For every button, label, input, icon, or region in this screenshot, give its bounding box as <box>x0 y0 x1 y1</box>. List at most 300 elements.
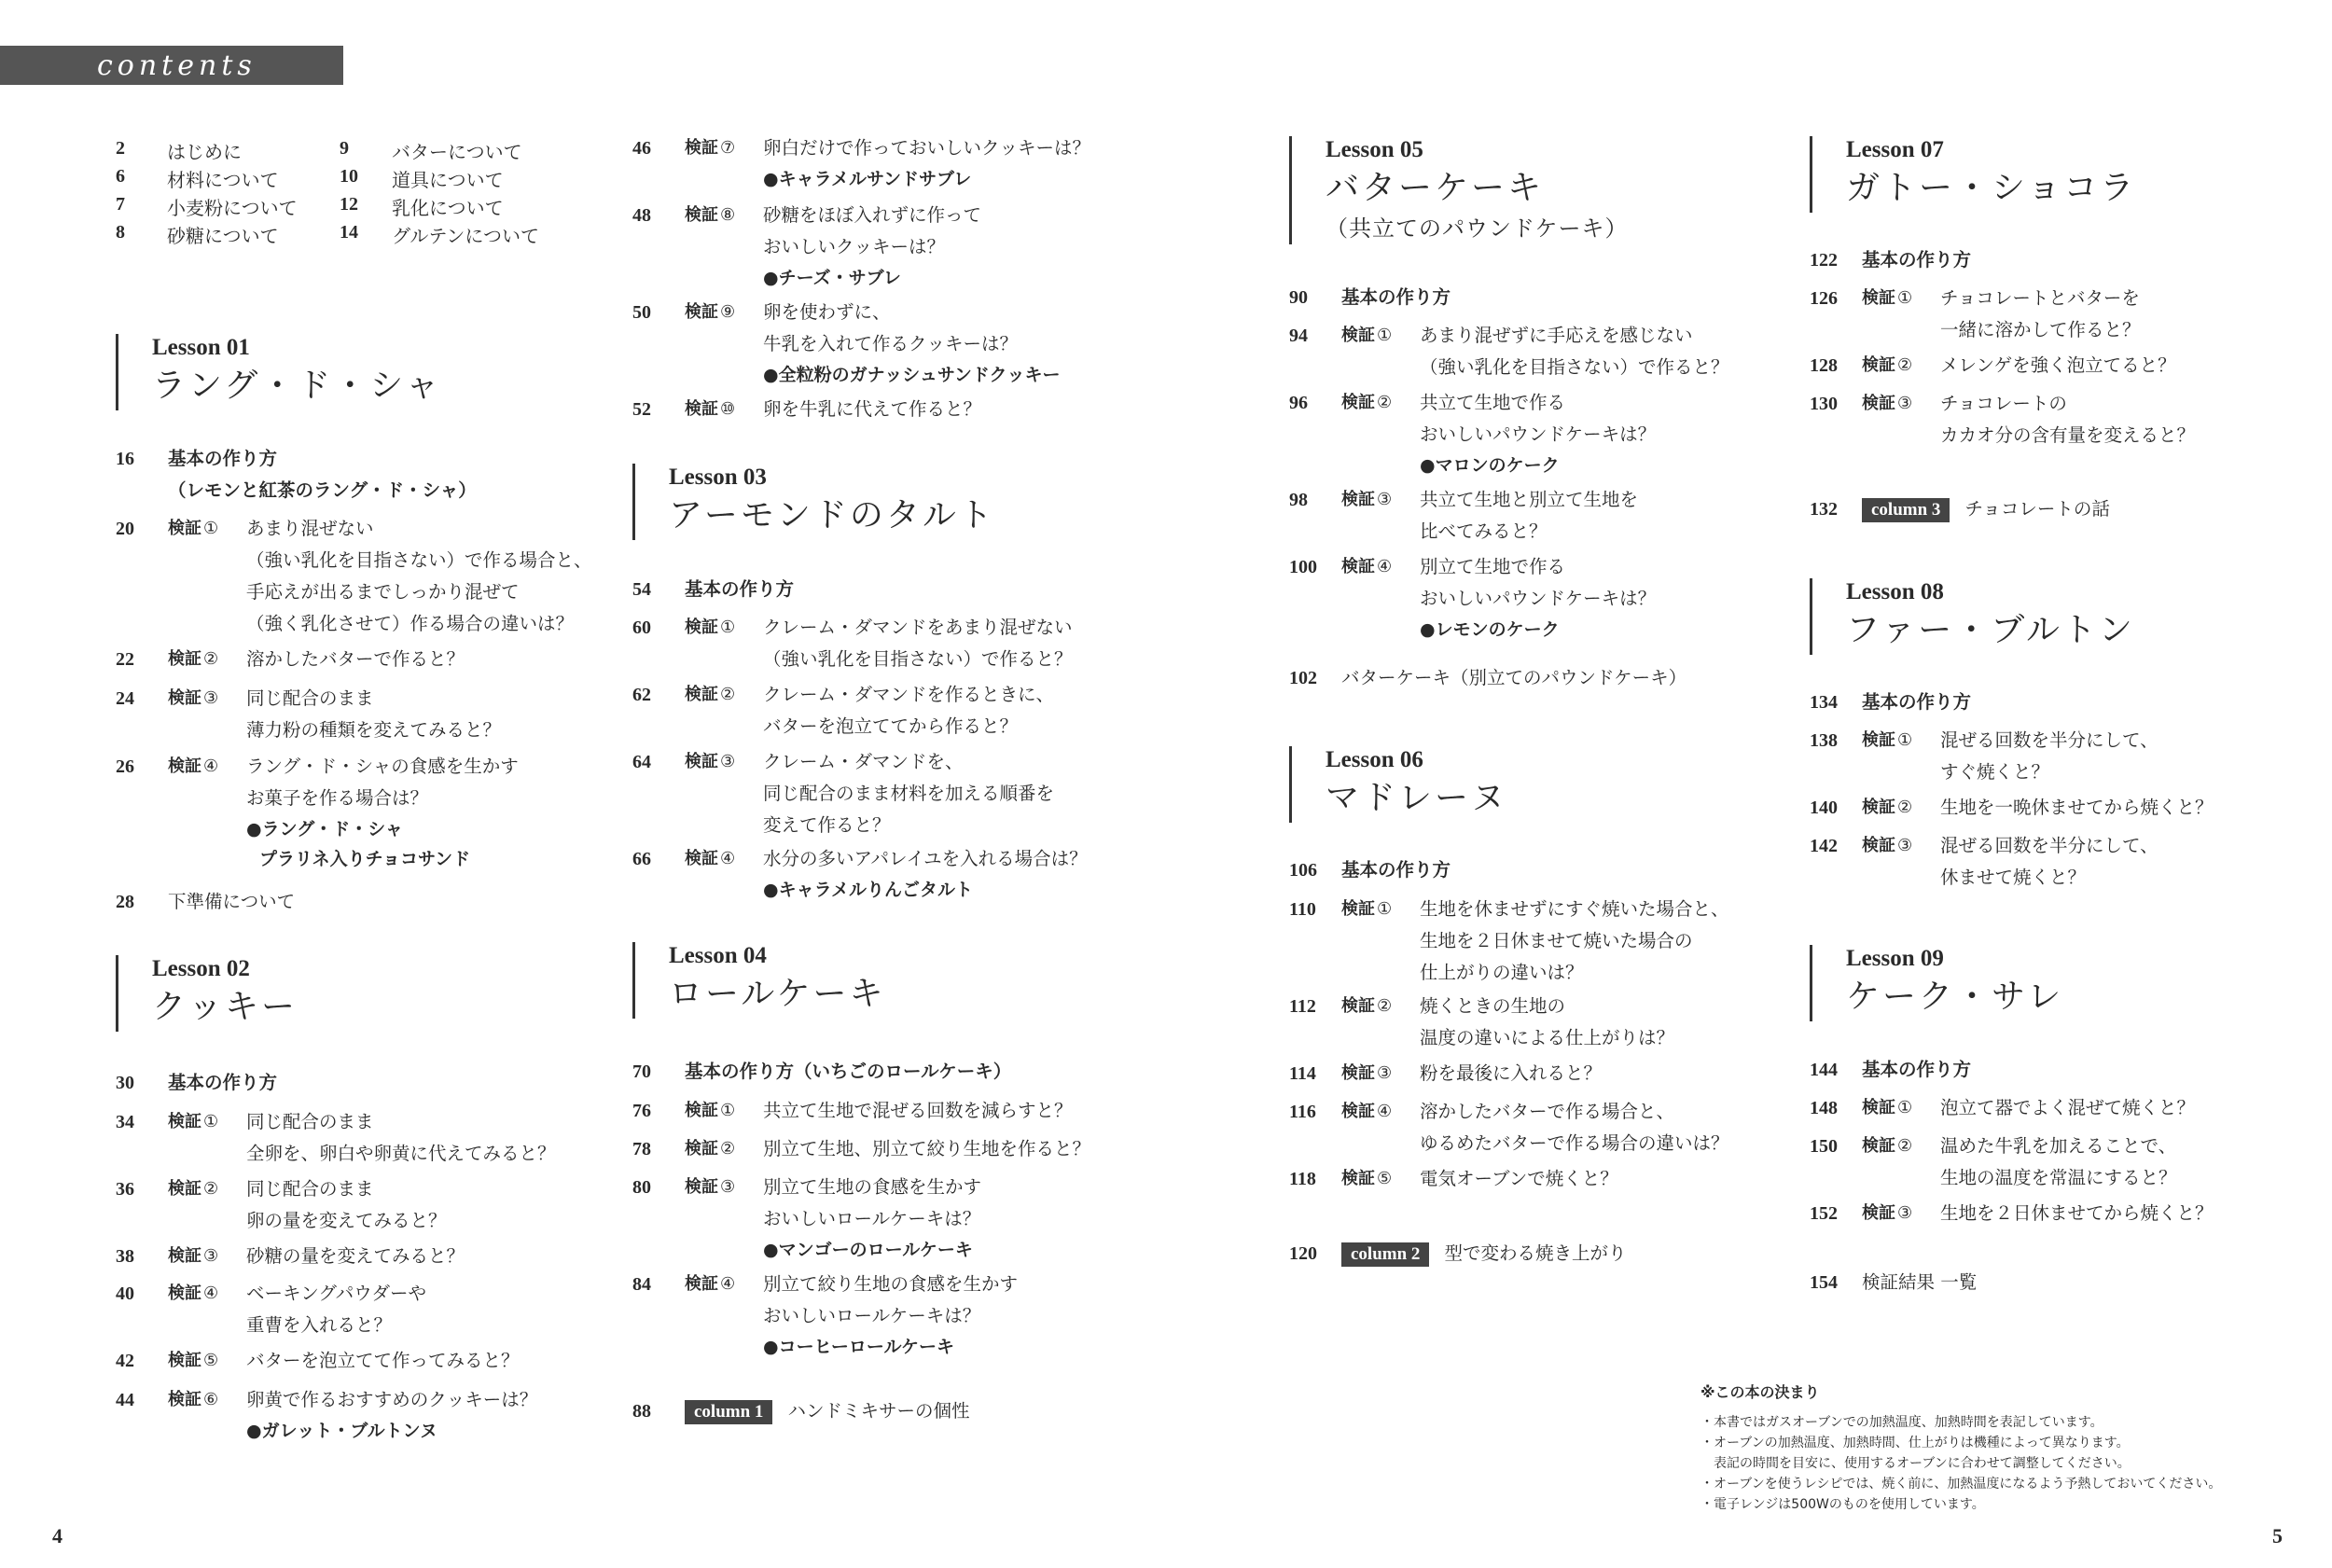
kensho-label: 検証 <box>685 1274 718 1294</box>
lesson-number: Lesson 01 <box>152 335 250 360</box>
page-number: 76 <box>632 1101 651 1121</box>
entry-body <box>1420 1058 1602 1089</box>
entry-line: 生地を２日休ませてから焼くと？ <box>1940 1202 2214 1224</box>
page-number: 138 <box>1810 730 1838 751</box>
rules-line: ・オーブンの加熱温度、加熱時間、仕上がりは機種によって異なります。 <box>1700 1436 2130 1450</box>
entry-body <box>246 644 465 675</box>
entry-body <box>1420 991 1674 1054</box>
test-number: ③ <box>1377 1063 1393 1083</box>
entry-line: 一緒に溶かして作ると？ <box>1940 319 2141 340</box>
recipe-bullet: ●コーヒーロールケーキ <box>763 1337 955 1357</box>
lesson-number: Lesson 08 <box>1846 579 1944 604</box>
recipe-bullet: ●全粒粉のガナッシュサンドクッキー <box>763 365 1061 385</box>
page-number: 116 <box>1289 1102 1316 1122</box>
intro-page: 14 <box>340 222 358 243</box>
entry-body <box>246 683 501 746</box>
rules-line: ・電子レンジは500Wのものを使用しています。 <box>1700 1497 1985 1512</box>
page-number: 28 <box>116 892 134 912</box>
entry-body <box>1940 388 2195 451</box>
page-number: 66 <box>632 849 651 869</box>
kensho-label: 検証 <box>685 399 718 419</box>
entry-line: ゆるめたバターで作る場合の違いは？ <box>1420 1132 1729 1154</box>
test-number: ④ <box>720 849 736 868</box>
entry-body <box>1940 350 2176 382</box>
kensho-label: 検証 <box>1862 798 1895 817</box>
page-number: 114 <box>1289 1063 1316 1084</box>
kensho-label: 検証 <box>1341 899 1375 919</box>
page-number: 26 <box>116 756 134 777</box>
page-number: 60 <box>632 617 651 638</box>
test-label <box>1862 1131 1912 1162</box>
test-label <box>168 1106 218 1138</box>
lesson-03-heading <box>632 464 995 540</box>
test-number: ⑩ <box>720 399 736 419</box>
kensho-label: 検証 <box>685 752 718 771</box>
test-number: ① <box>720 617 736 637</box>
intro-page: 2 <box>116 138 125 159</box>
entry-line: 共立て生地で作る <box>1420 392 1566 413</box>
page-number: 120 <box>1289 1243 1317 1264</box>
entry-line: 砂糖をほぼ入れずに作って <box>763 204 982 226</box>
entry-body <box>246 1173 447 1237</box>
entry-line: カカオ分の含有量を変えると？ <box>1940 424 2196 446</box>
test-number: ② <box>1897 1136 1913 1156</box>
page-number: 132 <box>1810 499 1838 520</box>
entry-body <box>1940 283 2141 346</box>
page-number: 148 <box>1810 1098 1838 1118</box>
entry-body <box>1940 792 2214 824</box>
test-label <box>168 1241 218 1272</box>
kensho-label: 検証 <box>168 1351 201 1370</box>
kensho-label: 検証 <box>1341 557 1375 576</box>
lesson-09-heading <box>1810 945 2063 1021</box>
intro-row <box>116 164 582 192</box>
lesson-title[interactable]: ケーク・サレ <box>1846 978 2064 1016</box>
kensho-label: 検証 <box>1341 393 1375 412</box>
kensho-label: 検証 <box>1341 1063 1375 1083</box>
rules-line: ・オーブンを使うレシピでは、焼く前に、加熱温度になるよう予熱しておいてください。 <box>1700 1477 2222 1492</box>
basic-label: 基本の作り方 <box>1862 249 1972 271</box>
page-number: 96 <box>1289 393 1308 413</box>
kensho-label: 検証 <box>168 756 201 776</box>
test-number: ② <box>1377 393 1393 412</box>
test-label <box>1862 388 1912 420</box>
lesson-title[interactable]: バターケーキ <box>1326 169 1545 207</box>
entry-body <box>763 1095 1073 1127</box>
page-number: 154 <box>1810 1272 1838 1293</box>
entry-line: （強く乳化させて）作る場合の違いは？ <box>246 613 575 634</box>
lesson-title[interactable]: クッキー <box>152 988 298 1026</box>
entry-body <box>1420 387 1656 480</box>
test-label <box>1862 1092 1912 1124</box>
kensho-label: 検証 <box>168 519 201 538</box>
test-label <box>168 644 218 675</box>
test-number: ④ <box>1377 557 1393 576</box>
entry-line: おいしいパウンドケーキは？ <box>1420 423 1657 445</box>
entry-line: 仕上がりの違いは？ <box>1420 962 1584 983</box>
entry-body <box>246 1345 520 1377</box>
entry-body <box>685 1395 969 1427</box>
kensho-label: 検証 <box>685 685 718 704</box>
rules-heading: ※この本の決まり <box>1700 1383 1820 1401</box>
intro-title[interactable]: 小麦粉について <box>167 197 298 219</box>
page-number: 150 <box>1810 1136 1838 1157</box>
intro-title[interactable]: バターについて <box>392 141 522 163</box>
intro-row <box>116 220 582 248</box>
test-number: ③ <box>1897 836 1913 855</box>
page-number: 140 <box>1810 798 1838 818</box>
lesson-number: Lesson 06 <box>1326 747 1423 772</box>
intro-row <box>116 192 582 220</box>
entry-line: 卵を牛乳に代えて作ると？ <box>763 398 982 420</box>
kensho-label: 検証 <box>1862 1203 1895 1223</box>
entry-body <box>168 886 295 918</box>
kensho-label: 検証 <box>685 849 718 868</box>
test-number: ② <box>1897 798 1913 817</box>
test-label <box>1862 725 1912 756</box>
page-number: 46 <box>632 138 651 159</box>
entry-line: 卵黄で作るおすすめのクッキーは？ <box>246 1389 538 1410</box>
lesson-08-heading <box>1810 578 2135 655</box>
entry-line: 卵を使わずに、 <box>763 301 891 323</box>
entry-body <box>1341 1238 1626 1270</box>
page-number: 90 <box>1289 287 1308 308</box>
entry-line: ラング・ド・シャの食感を生かす <box>246 756 519 777</box>
page-number: 42 <box>116 1351 134 1371</box>
intro-title[interactable]: はじめに <box>167 141 242 163</box>
rules-line: ・本書ではガスオーブンでの加熱温度、加熱時間を表記しています。 <box>1700 1415 2103 1430</box>
entry-line: おいしいパウンドケーキは？ <box>1420 588 1657 609</box>
entry-line: 同じ配合のまま <box>246 687 374 709</box>
lesson-number: Lesson 07 <box>1846 137 1944 162</box>
entry-body <box>1940 1198 2214 1229</box>
entry-body <box>1862 493 2110 525</box>
entry-line: 薄力粉の種類を変えてみると？ <box>246 719 502 741</box>
test-label <box>685 746 735 778</box>
lesson-04-heading <box>632 942 886 1019</box>
column-title: ハンドミキサーの個性 <box>787 1400 970 1422</box>
basic-label: 基本の作り方 <box>1862 691 1972 713</box>
entry-body <box>1420 484 1638 548</box>
test-number: ② <box>203 1179 219 1199</box>
page-number: 152 <box>1810 1203 1838 1224</box>
intro-page: 10 <box>340 166 358 187</box>
test-label <box>1862 350 1912 382</box>
page-number: 122 <box>1810 250 1838 271</box>
entry-line: 重曹を入れると？ <box>246 1314 393 1336</box>
test-number: ③ <box>1377 490 1393 509</box>
entry-line: 下準備について <box>168 891 296 912</box>
page-number: 134 <box>1810 692 1838 713</box>
entry-line: 牛乳を入れて作るクッキーは？ <box>763 333 1019 354</box>
entry-line: 卵白だけで作っておいしいクッキーは？ <box>763 137 1091 159</box>
kensho-label: 検証 <box>1862 394 1895 413</box>
kensho-label: 検証 <box>685 1139 718 1159</box>
test-label <box>168 683 218 715</box>
intro-title[interactable]: 砂糖について <box>167 225 279 247</box>
kensho-label: 検証 <box>1341 326 1375 345</box>
entry-line: お菓子を作る場合は？ <box>246 787 429 809</box>
page-number: 36 <box>116 1179 134 1200</box>
entry-body <box>763 200 981 293</box>
entry-line: 生地を２日休ませて焼いた場合の <box>1420 930 1693 951</box>
test-number: ① <box>203 519 219 538</box>
page-number: 48 <box>632 205 651 226</box>
test-label <box>685 679 735 711</box>
test-label <box>685 394 735 425</box>
entry-line: ベーキングパウダーや <box>246 1283 427 1304</box>
lesson-title[interactable]: マドレーヌ <box>1326 779 1508 817</box>
intro-page: 7 <box>116 194 125 215</box>
column-title: チョコレートの話 <box>1964 498 2110 520</box>
kensho-label: 検証 <box>685 1177 718 1197</box>
intro-title[interactable]: グルテンについて <box>392 225 539 247</box>
page-number: 52 <box>632 399 651 420</box>
test-number: ⑧ <box>720 205 736 225</box>
page-number: 34 <box>116 1112 134 1132</box>
entry-body <box>1862 244 1971 276</box>
entry-line: 休ませて焼くと？ <box>1940 867 2087 888</box>
test-label <box>685 1172 735 1203</box>
basic-label: 基本の作り方 <box>1862 1059 1972 1080</box>
intro-page: 8 <box>116 222 125 243</box>
page-number: 144 <box>1810 1060 1838 1080</box>
recipe-bullet: ●マロンのケーク <box>1420 455 1560 476</box>
kensho-label: 検証 <box>168 688 201 708</box>
test-number: ① <box>1897 288 1913 308</box>
entry-body <box>763 1133 1090 1165</box>
entry-line: クレーム・ダマンドをあまり混ぜない <box>763 617 1073 638</box>
test-number: ② <box>203 649 219 669</box>
test-number: ⑤ <box>1377 1169 1393 1188</box>
entry-body <box>1341 662 1687 694</box>
entry-line: 泡立て器でよく混ぜて焼くと？ <box>1940 1097 2196 1118</box>
entry-line: クレーム・ダマンドを作るときに、 <box>763 684 1055 705</box>
entry-body <box>168 443 477 506</box>
test-number: ③ <box>1897 394 1913 413</box>
page-number: 84 <box>632 1274 651 1295</box>
entry-body <box>763 612 1073 675</box>
page-number: 130 <box>1810 394 1838 414</box>
intro-page: 6 <box>116 166 125 187</box>
page-number: 54 <box>632 579 651 600</box>
entry-line: （強い乳化を目指さない）で作ると？ <box>763 648 1073 670</box>
recipe-bullet: ●ラング・ド・シャ <box>246 819 403 840</box>
test-label <box>685 200 735 231</box>
test-label <box>685 612 735 644</box>
entry-line: 同じ配合のまま材料を加える順番を <box>763 783 1055 804</box>
test-number: ① <box>1897 730 1913 750</box>
entry-line: 卵の量を変えてみると？ <box>246 1210 447 1231</box>
entry-line: 共立て生地と別立て生地を <box>1420 489 1639 510</box>
intro-title[interactable]: 乳化について <box>392 197 504 219</box>
test-number: ② <box>1897 355 1913 375</box>
entry-body <box>246 1278 426 1341</box>
lesson-number: Lesson 02 <box>152 956 250 981</box>
entry-line: 同じ配合のまま <box>246 1178 374 1200</box>
recipe-bullet: ●キャラメルサンドサブレ <box>763 169 972 189</box>
entry-line: 溶かしたバターで作る場合と、 <box>1420 1101 1675 1122</box>
test-label <box>1862 792 1912 824</box>
basic-label: 基本の作り方 <box>1341 859 1451 881</box>
column-badge: column 2 <box>1341 1242 1429 1267</box>
page-number: 94 <box>1289 326 1308 346</box>
page-number: 112 <box>1289 996 1316 1017</box>
entry-body <box>246 1384 537 1446</box>
page-number: 110 <box>1289 899 1316 920</box>
entry-body <box>1862 1267 1977 1298</box>
page-number: 126 <box>1810 288 1838 309</box>
page-number: 40 <box>116 1284 134 1304</box>
entry-body <box>1420 1163 1618 1195</box>
entry-body <box>1940 1092 2195 1124</box>
test-number: ② <box>1377 996 1393 1016</box>
lesson-number: Lesson 09 <box>1846 946 1944 971</box>
page-number: 38 <box>116 1246 134 1267</box>
entry-line: 共立て生地で混ぜる回数を減らすと？ <box>763 1100 1073 1121</box>
column-title: 型で変わる焼き上がり <box>1444 1242 1627 1264</box>
test-number: ② <box>720 1139 736 1159</box>
entry-line: 混ぜる回数を半分にして、 <box>1940 835 2158 856</box>
lesson-title[interactable]: ファー・ブルトン <box>1846 611 2135 649</box>
kensho-label: 検証 <box>1341 1102 1375 1121</box>
entry-line: 比べてみると？ <box>1420 520 1548 542</box>
entry-line: チョコレートの <box>1940 393 2067 414</box>
kensho-label: 検証 <box>168 1284 201 1303</box>
column-badge: column 1 <box>685 1400 772 1424</box>
basic-sub: （レモンと紅茶のラング・ド・シャ） <box>168 479 477 501</box>
lesson-title[interactable]: アーモンドのタルト <box>669 496 995 534</box>
test-label <box>1341 894 1392 925</box>
test-label <box>685 132 735 164</box>
kensho-label: 検証 <box>1862 1136 1895 1156</box>
page-number: 98 <box>1289 490 1308 510</box>
entry-body <box>1862 1054 1971 1086</box>
page-number: 24 <box>116 688 134 709</box>
page-number: 22 <box>116 649 134 670</box>
kensho-label: 検証 <box>1862 1098 1895 1117</box>
test-label <box>168 1173 218 1205</box>
entry-line: あまり混ぜない <box>246 518 374 539</box>
entry-body <box>1420 894 1729 989</box>
intro-page: 12 <box>340 194 358 215</box>
test-number: ① <box>203 1112 219 1131</box>
intro-title[interactable]: 道具について <box>392 169 504 191</box>
entry-body <box>763 394 981 425</box>
test-number: ④ <box>203 756 219 776</box>
entry-line: 別立て生地、別立て絞り生地を作ると？ <box>763 1138 1091 1159</box>
basic-label: 基本の作り方 <box>168 448 278 469</box>
entry-line: おいしいクッキーは？ <box>763 236 946 257</box>
entry-line: 同じ配合のまま <box>246 1111 374 1132</box>
test-number: ② <box>720 685 736 704</box>
entry-body <box>1862 687 1971 718</box>
entry-line: 水分の多いアパレイユを入れる場合は？ <box>763 848 1088 869</box>
test-label <box>685 1095 735 1127</box>
entry-line: 砂糖の量を変えてみると？ <box>246 1245 465 1267</box>
kensho-label: 検証 <box>685 205 718 225</box>
kensho-label: 検証 <box>168 1112 201 1131</box>
test-label <box>1341 1096 1392 1128</box>
entry-body <box>1420 1096 1729 1159</box>
page-number: 118 <box>1289 1169 1316 1189</box>
entry-line: すぐ焼くと？ <box>1940 761 2050 783</box>
page-number: 88 <box>632 1401 651 1422</box>
kensho-label: 検証 <box>168 1246 201 1266</box>
intro-row <box>116 136 582 164</box>
entry-line: おいしいロールケーキは？ <box>763 1208 981 1229</box>
entry-body <box>763 132 1090 194</box>
page-number: 78 <box>632 1139 651 1159</box>
test-label <box>1341 1058 1392 1089</box>
recipe-bullet: ●マンゴーのロールケーキ <box>763 1240 973 1260</box>
entry-body <box>763 1172 981 1265</box>
kensho-label: 検証 <box>1862 730 1895 750</box>
entry-line: 生地を一晩休ませてから焼くと？ <box>1940 797 2214 818</box>
contents-title: contents <box>97 49 257 82</box>
entry-body <box>763 1269 1018 1362</box>
kensho-label: 検証 <box>685 138 718 158</box>
kensho-label: 検証 <box>1341 1169 1375 1188</box>
test-number: ⑥ <box>203 1390 219 1409</box>
lesson-number: Lesson 04 <box>669 943 767 968</box>
entry-line: 別立て生地で作る <box>1420 556 1566 577</box>
entry-line: （強い乳化を目指さない）で作ると？ <box>1420 356 1729 378</box>
intro-title[interactable]: 材料について <box>167 169 279 191</box>
test-number: ⑤ <box>203 1351 219 1370</box>
page-number: 106 <box>1289 860 1317 881</box>
entry-line: 別立て絞り生地の食感を生かす <box>763 1273 1019 1295</box>
page-number: 50 <box>632 302 651 323</box>
test-label <box>1341 991 1392 1022</box>
page-number: 142 <box>1810 836 1838 856</box>
lesson-title[interactable]: ガトー・ショコラ <box>1846 169 2137 207</box>
page-number: 20 <box>116 519 134 539</box>
lesson-06-heading <box>1289 746 1507 823</box>
entry-line: あまり混ぜずに手応えを感じない <box>1420 325 1693 346</box>
kensho-label: 検証 <box>685 302 718 322</box>
page-number: 62 <box>632 685 651 705</box>
test-number: ① <box>1377 326 1393 345</box>
entry-body <box>763 297 1061 390</box>
entry-body <box>1420 551 1656 645</box>
page-number: 64 <box>632 752 651 772</box>
test-label <box>1341 1163 1392 1195</box>
test-number: ⑨ <box>720 302 736 322</box>
page-number: 102 <box>1289 668 1317 688</box>
lesson-title[interactable]: ロールケーキ <box>669 975 886 1013</box>
test-label <box>168 1384 218 1416</box>
entry-line: クレーム・ダマンドを、 <box>763 751 964 772</box>
test-number: ③ <box>203 688 219 708</box>
page-number: 100 <box>1289 557 1317 577</box>
kensho-label: 検証 <box>685 617 718 637</box>
entry-body <box>1420 320 1729 383</box>
test-label <box>1341 551 1392 583</box>
recipe-bullet: ●ガレット・ブルトンヌ <box>246 1421 437 1441</box>
entry-line: 生地を休ませずにすぐ焼いた場合と、 <box>1420 898 1729 920</box>
test-label <box>168 513 218 545</box>
entry-body <box>246 1241 465 1272</box>
recipe-bullet: ●チーズ・サブレ <box>763 268 901 288</box>
lesson-title[interactable]: ラング・ド・シャ <box>152 367 442 405</box>
test-number: ① <box>1897 1098 1913 1117</box>
test-label <box>168 1345 218 1377</box>
test-label <box>685 1269 735 1300</box>
test-number: ③ <box>720 752 736 771</box>
test-label <box>1341 484 1392 516</box>
basic-label: 基本の作り方（いちごのロールケーキ） <box>685 1061 1012 1082</box>
